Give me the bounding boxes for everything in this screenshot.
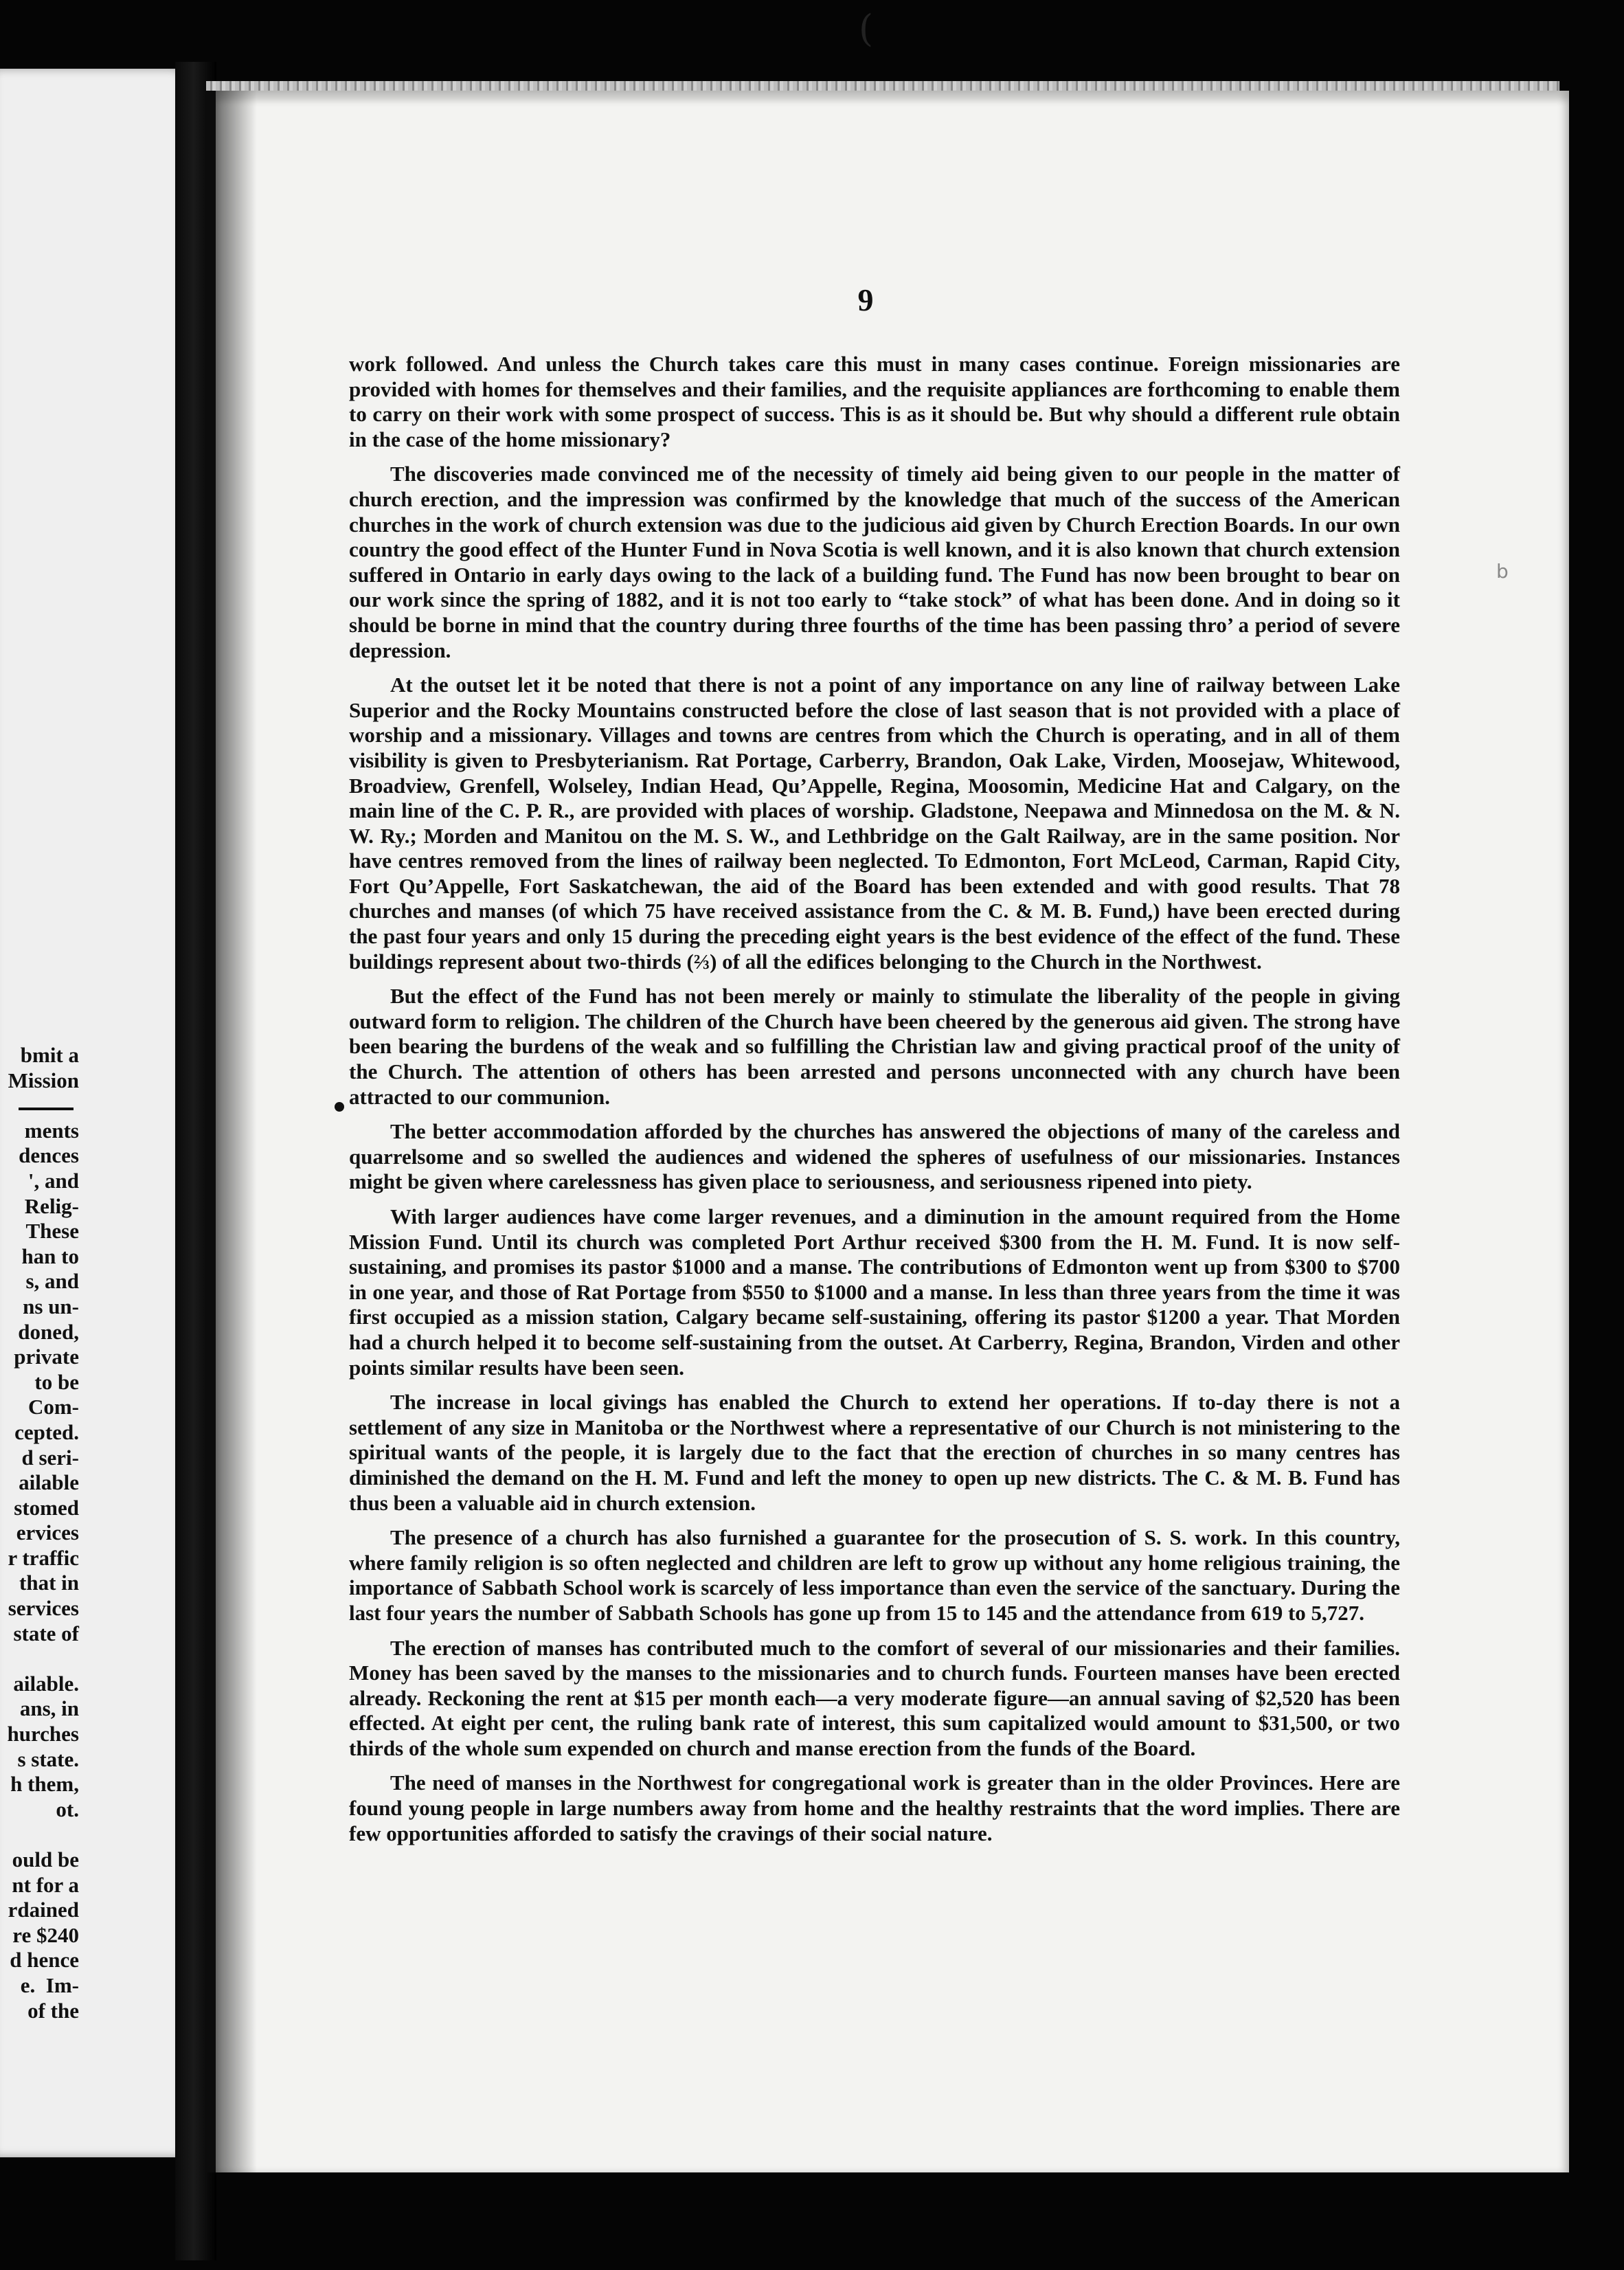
body-text <box>349 352 1400 1856</box>
left-page-rule <box>19 1108 74 1110</box>
paragraph: The need of manses in the Northwest for congregational work is greater than in the older Provinces. Here are found young people in large numbers away from home and the healthy restraints that the word implies. There are few opportunities afforded to satisfy the cravings of their social nature. <box>349 1771 1400 1845</box>
paragraph: work followed. And unless the Church takes care this must in many cases continue. Foreign missionaries are provided with homes for themselves and their families, and the requisite appliances are forthcoming to enable them to carry on their work with some prospect of success. This is as it should be. But why should a different rule obtain in the case of the home missionary? <box>349 352 1400 451</box>
paragraph: The erection of manses has contributed much to the comfort of several of our missionaries and their families. Money has been saved by the manses to the missionaries and to church funds. Fourteen manses have been erected already. Reckoning the rent at $15 per month each—a very moderate figure—an annual saving of $2,520 has been effected. At eight per cent, the ruling bank rate of interest, this sum capitalized would amount to $31,500, or two thirds of the whole sum expended on church and manse erection from the funds of the Board. <box>349 1635 1400 1760</box>
paragraph: With larger audiences have come larger revenues, and a diminution in the amount required from the Home Mission Fund. Until its church was completed Port Arthur received $300 from the H. M. Fund. It is now self-sustaining, and promises its pastor $1000 and a manse. The contributions of Edmonton went up from $300 to $700 in one year, and those of Rat Portage from $550 to $1000 and a manse. In less than three years from the time it was first occupied as a mission station, Calgary became self-sustaining, offering its pastor $1200 a year. That Morden had a church helped it to become self-sustaining from the outset. At Carberry, Regina, Brandon, Virden and other points similar results have been seen. <box>349 1204 1400 1380</box>
paragraph: The discoveries made convinced me of the necessity of timely aid being given to our people in the matter of church erection, and the impression was confirmed by the knowledge that much of the success of the American churches in the work of church extension was due to the judicious aid given by Church Erection Boards. In our own country the good effect of the Hunter Fund in Nova Scotia is well known, and it is also known that church extension suffered in Ontario in early days owing to the lack of a building fund. The Fund has now been brought to bear on our work since the spring of 1882, and it is not too early to “take stock” of what has been done. And in doing so it should be borne in mind that the country during three fourths of the time has been passing thro’ a period of severe depression. <box>349 462 1400 662</box>
page-number: 9 <box>857 282 874 317</box>
paragraph: But the effect of the Fund has not been merely or mainly to stimulate the liberality of the people in giving outward form to religion. The children of the Church have been cheered by the generous aid given. The strong have been bearing the burdens of the weak and so fulfilling the Christian law and giving practical proof of the unity of the Church. The attention of others has been arrested and persons unconnected with any church have been attracted to our communion. <box>349 984 1400 1109</box>
margin-dot-mark <box>335 1102 344 1112</box>
gutter-shadow <box>216 91 257 2172</box>
paragraph: The better accommodation afforded by the churches has answered the objections of many of the careless and quarrelsome and so swelled the audiences and widened the spheres of usefulness of our missionaries. Instances might be given where carelessness has given place to seriousness, and seriousness ripened into piety. <box>349 1119 1400 1194</box>
paragraph: At the outset let it be noted that there is not a point of any importance on any line of railway between Lake Superior and the Rocky Mountains constructed before the close of last season that is not provided with a place of worship and a missionary. Villages and towns are centres from which the Church is operating, and in all of them visibility is given to Presbyterianism. Rat Portage, Carberry, Brandon, Oak Lake, Virden, Moosejaw, Whitewood, Broadview, Grenfell, Wolseley, Indian Head, Qu’Appelle, Regina, Moosomin, Medicine Hat and Calgary, on the main line of the C. P. R., are provided with places of worship. Gladstone, Neepawa and Minnedosa on the M. & N. W. Ry.; Morden and Manitou on the M. S. W., and Lethbridge on the Galt Railway, are in the same position. Nor have centres removed from the lines of railway been neglected. To Edmonton, Fort McLeod, Carman, Rapid City, Fort Qu’Appelle, Fort Saskatchewan, the aid of the Board has been extended and with good results. That 78 churches and manses (of which 75 have received assistance from the C. & M. B. Fund,) have been erected during the past four years and only 15 during the preceding eight years is the best evidence of the effect of the fund. These buildings represent about two-thirds (⅔) of all the edifices belonging to the Church in the Northwest. <box>349 673 1400 974</box>
margin-pencil-mark: b <box>1496 560 1509 583</box>
paragraph: The presence of a church has also furnished a guarantee for the prosecution of S. S. work. In this country, where family religion is so often neglected and children are left to grow up without any home religious training, the importance of Sabbath School work is scarcely of less importance than even the service of the sanctuary. During the last four years the number of Sabbath Schools has gone up from 15 to 145 and the attendance from 619 to 5,727. <box>349 1525 1400 1625</box>
left-facing-page <box>0 69 189 2157</box>
left-page-text-fragments: bmit a Mission ments dences ', and Relig- These han to s, and ns un- doned, private to be Com- cepted. d seri- ailable stomed ervices r traffic that in services state of ailable. ans, in hurches s state. h them, ot. ould be nt for a rdained re $240 d hence e. Im- of the <box>7 1043 79 2023</box>
paragraph: The increase in local givings has enabled the Church to extend her operations. If to-day there is not a settlement of any size in Manitoba or the Northwest where a representative of our Church is not ministering to the spiritual wants of the people, it is largely due to the fact that the erection of churches in so many centres has diminished the demand on the H. M. Fund and left the money to open up new districts. The C. & M. B. Fund has thus been a valuable aid in church extension. <box>349 1390 1400 1515</box>
corner-pencil-mark: ( <box>859 7 874 50</box>
